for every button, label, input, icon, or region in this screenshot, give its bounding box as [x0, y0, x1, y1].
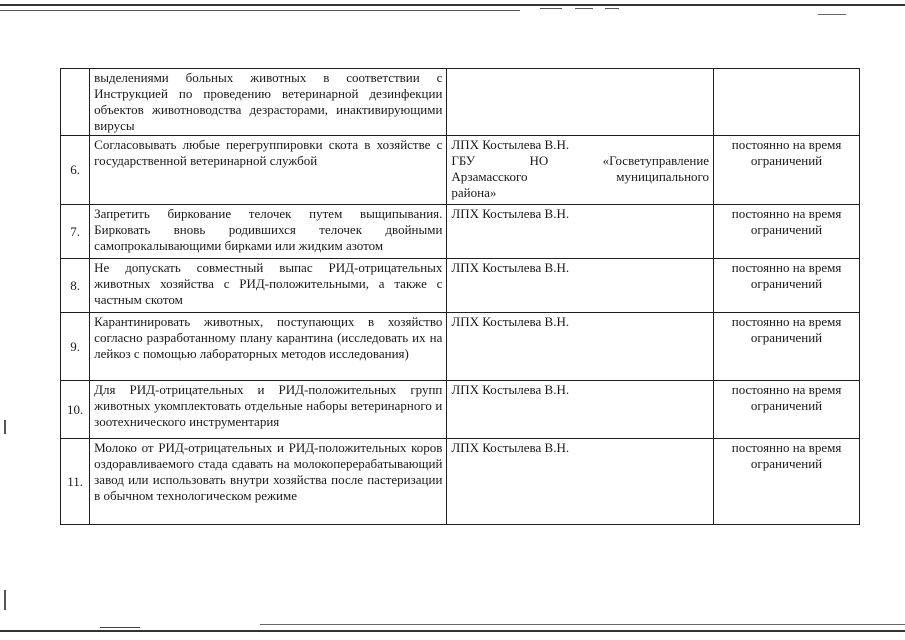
responsible-cell	[447, 205, 714, 259]
responsible-cell	[447, 439, 714, 525]
scan-border-bottom	[0, 630, 905, 632]
term-cell: постоянно на время ограничений	[714, 136, 860, 205]
term-cell: постоянно на время ограничений	[714, 259, 860, 313]
task-cell	[90, 313, 447, 381]
responsible-cell	[447, 136, 714, 205]
table-row	[61, 136, 860, 205]
row-number: 6.	[61, 136, 90, 205]
task-text: Для РИД-отрицательных и РИД-положительных групп животных укомплектовать отдельные наборы ветеринарного и зоотехнического инструментария	[94, 382, 443, 429]
responsible-line: ЛПХ Костылева В.Н.	[451, 440, 570, 455]
responsible-line: ЛПХ Костылева В.Н.	[451, 206, 570, 221]
task-cell	[90, 381, 447, 439]
scan-border-top-inner	[0, 10, 520, 11]
responsible-line: ГБУ НО «Госветуправление	[451, 153, 710, 168]
task-cell	[90, 136, 447, 205]
task-cell	[90, 205, 447, 259]
scan-margin-mark	[4, 420, 6, 434]
term-cell: постоянно на время ограничений	[714, 381, 860, 439]
task-cell	[90, 259, 447, 313]
row-number: 7.	[61, 205, 90, 259]
task-cell	[90, 439, 447, 525]
task-text: Запретить биркование телочек путем выщипывания. Бирковать вновь родившихся телочек двойными самопрокалывающими бирками или жидким азотом	[94, 206, 443, 253]
row-number: 8.	[61, 259, 90, 313]
scan-margin-mark	[4, 590, 6, 610]
row-number: 9.	[61, 313, 90, 381]
scan-dash	[100, 627, 140, 628]
task-text: выделениями больных животных в соответствии с Инструкцией по проведению ветеринарной дезинфекции объектов животноводства дезрасторами, инактивирующими вирусы	[94, 70, 443, 133]
task-text: Молоко от РИД-отрицательных и РИД-положительных коров оздоравливаемого стада сдавать на молокоперерабатывающий завод или использовать внутри хозяйства после пастеризации в обычном технологическом режиме	[94, 440, 443, 503]
responsible-cell	[447, 381, 714, 439]
responsible-line: Арзамасского муниципального	[451, 169, 710, 184]
term-cell: постоянно на время ограничений	[714, 313, 860, 381]
table-row	[61, 205, 860, 259]
table-row	[61, 259, 860, 313]
scan-border-top	[0, 4, 905, 6]
row-number: 11.	[61, 439, 90, 525]
responsible-line: ЛПХ Костылева В.Н.	[451, 137, 570, 152]
term-cell	[714, 69, 860, 136]
scan-border-bottom-inner	[260, 624, 905, 625]
task-text: Не допускать совместный выпас РИД-отрицательных животных хозяйства с РИД-положительными, а также с частным скотом	[94, 260, 443, 307]
responsible-cell	[447, 259, 714, 313]
task-cell	[90, 69, 447, 136]
term-cell: постоянно на время ограничений	[714, 205, 860, 259]
row-number	[61, 69, 90, 136]
measures-table	[60, 68, 860, 525]
table-row	[61, 69, 860, 136]
task-text: Согласовывать любые перегруппировки скота в хозяйстве с государственной ветеринарной службой	[94, 137, 443, 168]
scan-dash	[818, 14, 846, 15]
term-cell: постоянно на время ограничений	[714, 439, 860, 525]
responsible-line: ЛПХ Костылева В.Н.	[451, 314, 570, 329]
table-row	[61, 313, 860, 381]
scan-dash	[575, 8, 593, 9]
row-number: 10.	[61, 381, 90, 439]
responsible-line: ЛПХ Костылева В.Н.	[451, 260, 570, 275]
responsible-line: ЛПХ Костылева В.Н.	[451, 382, 570, 397]
table-row	[61, 439, 860, 525]
responsible-line: района»	[451, 185, 497, 200]
responsible-cell	[447, 313, 714, 381]
table-row	[61, 381, 860, 439]
scan-dash	[540, 8, 562, 9]
responsible-cell	[447, 69, 714, 136]
task-text: Карантинировать животных, поступающих в хозяйство согласно разработанному плану карантина (исследовать их на лейкоз с помощью лабораторных методов исследования)	[94, 314, 443, 361]
scan-dash	[605, 8, 619, 9]
